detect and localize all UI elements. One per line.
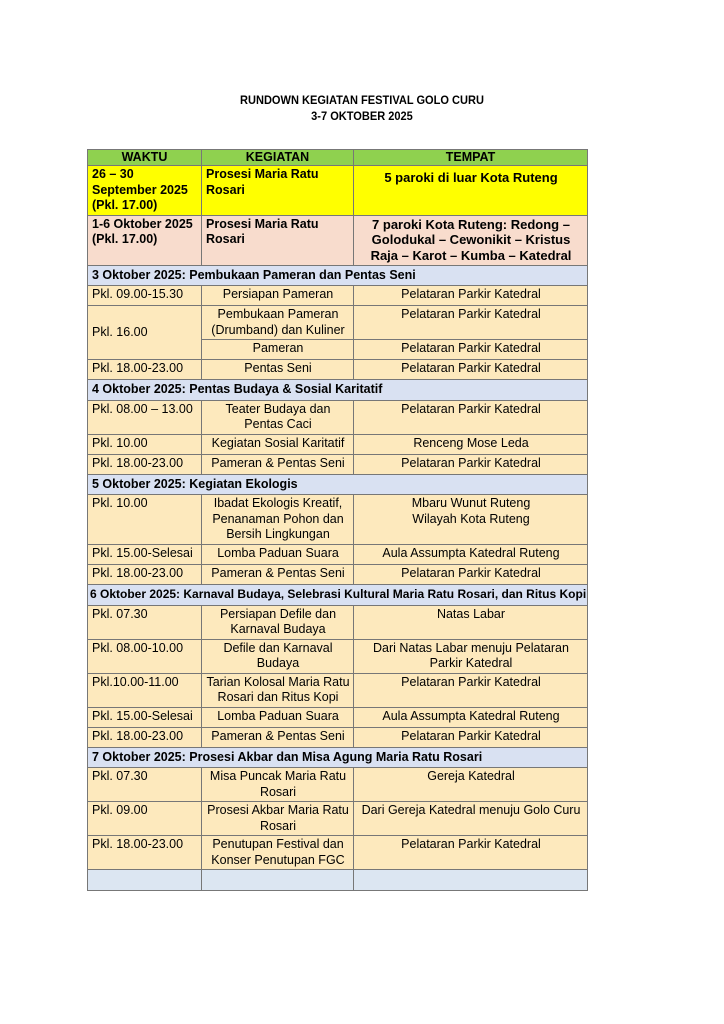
rundown-table bbox=[87, 149, 588, 891]
empty-cell bbox=[88, 870, 202, 891]
table-row bbox=[88, 306, 588, 340]
waktu-cell: Pkl. 15.00-Selesai bbox=[88, 707, 202, 727]
table-row bbox=[88, 605, 588, 639]
waktu-cell: Pkl. 18.00-23.00 bbox=[88, 727, 202, 747]
day-heading-row bbox=[88, 380, 588, 401]
tempat-cell: Aula Assumpta Katedral Ruteng bbox=[354, 545, 588, 565]
tempat-cell: Natas Labar bbox=[354, 605, 588, 639]
kegiatan-cell: Teater Budaya dan Pentas Caci bbox=[202, 400, 354, 434]
day-heading: 4 Oktober 2025: Pentas Budaya & Sosial Karitatif bbox=[88, 380, 588, 401]
empty-cell bbox=[354, 870, 588, 891]
table-row bbox=[88, 360, 588, 380]
table-header-row bbox=[88, 150, 588, 166]
table-row bbox=[88, 768, 588, 802]
kegiatan-cell: Pameran bbox=[202, 340, 354, 360]
header-kegiatan: KEGIATAN bbox=[202, 150, 354, 166]
tempat-cell: Pelataran Parkir Katedral bbox=[354, 565, 588, 585]
day-heading: 5 Oktober 2025: Kegiatan Ekologis bbox=[88, 474, 588, 495]
table-row bbox=[88, 639, 588, 673]
table-row bbox=[88, 286, 588, 306]
kegiatan-cell: Prosesi Maria Ratu Rosari bbox=[202, 215, 354, 265]
day-heading: 6 Oktober 2025: Karnaval Budaya, Selebrasi Kultural Maria Ratu Rosari, dan Ritus Kopi bbox=[88, 585, 588, 606]
title-line-1: RUNDOWN KEGIATAN FESTIVAL GOLO CURU bbox=[240, 93, 484, 107]
table-row bbox=[88, 495, 588, 545]
table-row bbox=[88, 400, 588, 434]
waktu-cell: Pkl. 18.00-23.00 bbox=[88, 360, 202, 380]
table-row bbox=[88, 707, 588, 727]
kegiatan-cell: Ibadat Ekologis Kreatif, Penanaman Pohon dan Bersih Lingkungan bbox=[202, 495, 354, 545]
title-line-2: 3-7 OKTOBER 2025 bbox=[311, 109, 413, 123]
table-row bbox=[88, 802, 588, 836]
tempat-cell: Dari Natas Labar menuju Pelataran Parkir Katedral bbox=[354, 639, 588, 673]
kegiatan-cell: Pembukaan Pameran (Drumband) dan Kuliner bbox=[202, 306, 354, 340]
table-row bbox=[88, 673, 588, 707]
waktu-cell: Pkl. 10.00 bbox=[88, 495, 202, 545]
day-heading-row bbox=[88, 265, 588, 286]
kegiatan-cell: Penutupan Festival dan Konser Penutupan FGC bbox=[202, 836, 354, 870]
table-row bbox=[88, 545, 588, 565]
tempat-cell: Pelataran Parkir Katedral bbox=[354, 340, 588, 360]
tempat-cell: Pelataran Parkir Katedral bbox=[354, 306, 588, 340]
table-row bbox=[88, 727, 588, 747]
tempat-cell: Renceng Mose Leda bbox=[354, 434, 588, 454]
day-heading-row bbox=[88, 747, 588, 768]
day-heading-row bbox=[88, 585, 588, 606]
kegiatan-cell: Lomba Paduan Suara bbox=[202, 545, 354, 565]
tempat-cell: 5 paroki di luar Kota Ruteng bbox=[354, 166, 588, 216]
tempat-cell: Pelataran Parkir Katedral bbox=[354, 400, 588, 434]
table-row bbox=[88, 565, 588, 585]
kegiatan-cell: Defile dan Karnaval Budaya bbox=[202, 639, 354, 673]
kegiatan-cell: Misa Puncak Maria Ratu Rosari bbox=[202, 768, 354, 802]
tempat-cell: Dari Gereja Katedral menuju Golo Curu bbox=[354, 802, 588, 836]
empty-cell bbox=[202, 870, 354, 891]
tempat-cell: Pelataran Parkir Katedral bbox=[354, 286, 588, 306]
waktu-cell: Pkl. 18.00-23.00 bbox=[88, 454, 202, 474]
day-heading: 3 Oktober 2025: Pembukaan Pameran dan Pentas Seni bbox=[88, 265, 588, 286]
empty-row bbox=[88, 870, 588, 891]
kegiatan-cell: Persiapan Defile dan Karnaval Budaya bbox=[202, 605, 354, 639]
waktu-cell: Pkl. 18.00-23.00 bbox=[88, 565, 202, 585]
waktu-cell: 26 – 30 September 2025 (Pkl. 17.00) bbox=[88, 166, 202, 216]
table-row bbox=[88, 434, 588, 454]
tempat-cell: Pelataran Parkir Katedral bbox=[354, 836, 588, 870]
tempat-line-1: Mbaru Wunut Ruteng bbox=[411, 496, 531, 510]
tempat-cell: Gereja Katedral bbox=[354, 768, 588, 802]
table-row bbox=[88, 215, 588, 265]
waktu-cell: Pkl. 07.30 bbox=[88, 768, 202, 802]
waktu-cell: Pkl. 10.00 bbox=[88, 434, 202, 454]
waktu-cell: Pkl.10.00-11.00 bbox=[88, 673, 202, 707]
tempat-cell: Pelataran Parkir Katedral bbox=[354, 360, 588, 380]
kegiatan-cell: Lomba Paduan Suara bbox=[202, 707, 354, 727]
kegiatan-cell: Pentas Seni bbox=[202, 360, 354, 380]
tempat-cell: 7 paroki Kota Ruteng: Redong – Golodukal – Cewonikit – Kristus Raja – Karot – Kumba – Katedral bbox=[354, 215, 588, 265]
waktu-cell: 1-6 Oktober 2025 (Pkl. 17.00) bbox=[88, 215, 202, 265]
waktu-cell: Pkl. 08.00-10.00 bbox=[88, 639, 202, 673]
kegiatan-cell: Pameran & Pentas Seni bbox=[202, 727, 354, 747]
waktu-cell: Pkl. 08.00 – 13.00 bbox=[88, 400, 202, 434]
kegiatan-cell: Tarian Kolosal Maria Ratu Rosari dan Ritus Kopi bbox=[202, 673, 354, 707]
waktu-cell: Pkl. 18.00-23.00 bbox=[88, 836, 202, 870]
kegiatan-cell: Prosesi Maria Ratu Rosari bbox=[202, 166, 354, 216]
kegiatan-cell: Prosesi Akbar Maria Ratu Rosari bbox=[202, 802, 354, 836]
tempat-cell bbox=[354, 495, 588, 545]
header-tempat: TEMPAT bbox=[354, 150, 588, 166]
waktu-cell: Pkl. 09.00 bbox=[88, 802, 202, 836]
kegiatan-cell: Persiapan Pameran bbox=[202, 286, 354, 306]
tempat-cell: Pelataran Parkir Katedral bbox=[354, 727, 588, 747]
day-heading-row bbox=[88, 474, 588, 495]
waktu-cell: Pkl. 16.00 bbox=[88, 306, 202, 360]
tempat-line-2: Wilayah Kota Ruteng bbox=[412, 511, 530, 526]
waktu-cell: Pkl. 15.00-Selesai bbox=[88, 545, 202, 565]
day-heading: 7 Oktober 2025: Prosesi Akbar dan Misa Agung Maria Ratu Rosari bbox=[88, 747, 588, 768]
header-waktu: WAKTU bbox=[88, 150, 202, 166]
kegiatan-cell: Pameran & Pentas Seni bbox=[202, 565, 354, 585]
kegiatan-cell: Pameran & Pentas Seni bbox=[202, 454, 354, 474]
document-title bbox=[29, 92, 695, 124]
table-row bbox=[88, 454, 588, 474]
kegiatan-cell: Kegiatan Sosial Karitatif bbox=[202, 434, 354, 454]
tempat-cell: Pelataran Parkir Katedral bbox=[354, 454, 588, 474]
waktu-cell: Pkl. 07.30 bbox=[88, 605, 202, 639]
tempat-cell: Pelataran Parkir Katedral bbox=[354, 673, 588, 707]
table-row bbox=[88, 836, 588, 870]
table-row bbox=[88, 166, 588, 216]
tempat-cell: Aula Assumpta Katedral Ruteng bbox=[354, 707, 588, 727]
waktu-cell: Pkl. 09.00-15.30 bbox=[88, 286, 202, 306]
